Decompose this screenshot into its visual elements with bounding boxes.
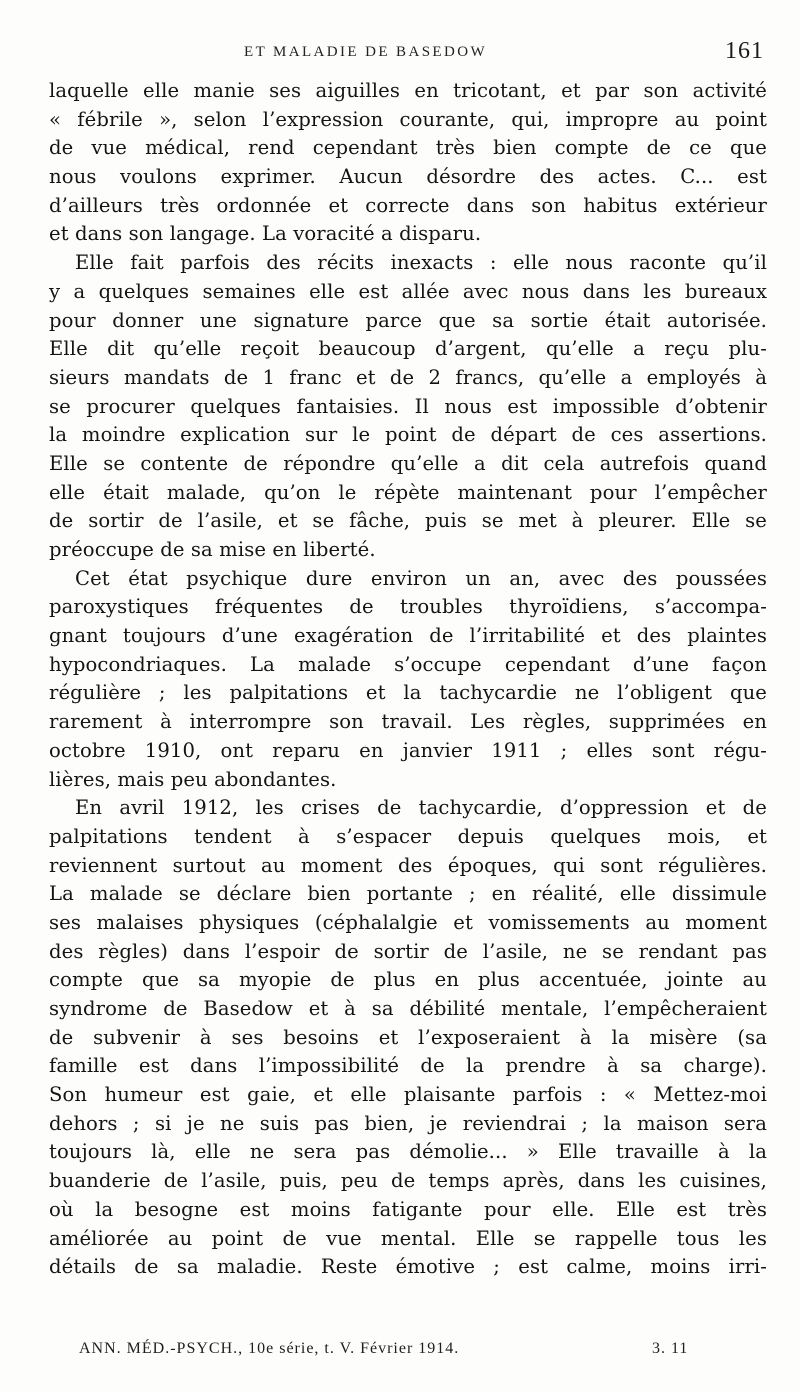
- text-line: Elle dit qu’elle reçoit beaucoup d’argent, qu’elle a reçu plu-: [49, 337, 767, 361]
- text-line: La malade se déclare bien portante ; en réalité, elle dissimule: [49, 882, 767, 906]
- page-footer: [0, 1336, 800, 1366]
- text-line: de vue médical, rend cependant très bien compte de ce que: [49, 136, 767, 160]
- text-line: rarement à interrompre son travail. Les règles, supprimées en: [49, 710, 767, 734]
- text-line: paroxystiques fréquentes de troubles thyroïdiens, s’accompa-: [49, 595, 767, 619]
- text-line: se procurer quelques fantaisies. Il nous est impossible d’obtenir: [49, 394, 767, 418]
- text-line: et dans son langage. La voracité a disparu.: [49, 222, 482, 246]
- text-line: Son humeur est gaie, et elle plaisante parfois : « Mettez-moi: [49, 1083, 767, 1107]
- text-line: palpitations tendent à s’espacer depuis quelques mois, et: [49, 824, 767, 848]
- text-line: syndrome de Basedow et à sa débilité mentale, l’empêcheraient: [49, 997, 767, 1020]
- text-line: ses malaises physiques (céphalalgie et vomissements au moment: [49, 910, 767, 934]
- text-line: régulière ; les palpitations et la tachycardie ne l’obligent que: [49, 681, 767, 705]
- text-line: compte que sa myopie de plus en plus accentuée, jointe au: [49, 968, 767, 992]
- text-line: laquelle elle manie ses aiguilles en tricotant, et par son activité: [49, 79, 767, 102]
- text-line: des règles) dans l’espoir de sortir de l’asile, ne se rendant pas: [49, 939, 767, 963]
- text-line: la moindre explication sur le point de départ de ces assertions.: [49, 423, 767, 447]
- running-title: ET MALADIE DE BASEDOW: [244, 44, 488, 60]
- text-line: buanderie de l’asile, puis, peu de temps après, dans les cuisines,: [49, 1169, 767, 1193]
- text-line: hypocondriaques. La malade s’occupe cependant d’une façon: [49, 652, 767, 676]
- page-number: 161: [725, 38, 764, 64]
- text-line: améliorée au point de vue mental. Elle se rappelle tous les: [49, 1226, 767, 1250]
- footer-signature: 3. 11: [652, 1340, 689, 1357]
- text-line: lières, mais peu abondantes.: [49, 767, 337, 791]
- text-line: préoccupe de sa mise en liberté.: [49, 538, 376, 561]
- text-line: dehors ; si je ne suis pas bien, je reviendrai ; la maison sera: [49, 1111, 767, 1135]
- paragraph-first-line: Cet état psychique dure environ un an, avec des poussées: [75, 566, 767, 590]
- paragraph-first-line: En avril 1912, les crises de tachycardie, d’oppression et de: [75, 796, 767, 820]
- text-line: de subvenir à ses besoins et l’exposeraient à la misère (sa: [49, 1025, 767, 1049]
- text-line: octobre 1910, ont reparu en janvier 1911 ; elles sont régu-: [49, 738, 767, 762]
- body-text: [49, 77, 767, 1282]
- text-line: où la besogne est moins fatigante pour elle. Elle est très: [49, 1197, 767, 1221]
- text-line: de sortir de l’asile, et se fâche, puis se met à pleurer. Elle se: [49, 509, 767, 533]
- text-line: famille est dans l’impossibilité de la prendre à sa charge).: [49, 1054, 767, 1078]
- footer-citation: ANN. MÉD.-PSYCH., 10e série, t. V. Février 1914.: [79, 1340, 460, 1357]
- text-line: elle était malade, qu’on le répète maintenant pour l’empêcher: [49, 480, 767, 504]
- text-line: pour donner une signature parce que sa sortie était autorisée.: [49, 308, 767, 332]
- text-line: sieurs mandats de 1 franc et de 2 francs, qu’elle a employés à: [49, 365, 767, 389]
- text-line: « fébrile », selon l’expression courante, qui, impropre au point: [49, 107, 767, 131]
- text-line: gnant toujours d’une exagération de l’irritabilité et des plaintes: [49, 624, 767, 648]
- text-line: toujours là, elle ne sera pas démolie... » Elle travaille à la: [49, 1140, 767, 1164]
- text-line: nous voulons exprimer. Aucun désordre des actes. C... est: [49, 165, 767, 189]
- text-line: Elle se contente de répondre qu’elle a dit cela autrefois quand: [49, 451, 767, 475]
- paragraph-first-line: Elle fait parfois des récits inexacts : elle nous raconte qu’il: [75, 251, 767, 275]
- text-line: détails de sa maladie. Reste émotive ; est calme, moins irri-: [49, 1255, 767, 1279]
- text-line: reviennent surtout au moment des époques, qui sont régulières.: [49, 853, 767, 877]
- text-line: y a quelques semaines elle est allée avec nous dans les bureaux: [49, 279, 767, 303]
- running-head: [0, 38, 800, 68]
- text-line: d’ailleurs très ordonnée et correcte dans son habitus extérieur: [49, 193, 767, 217]
